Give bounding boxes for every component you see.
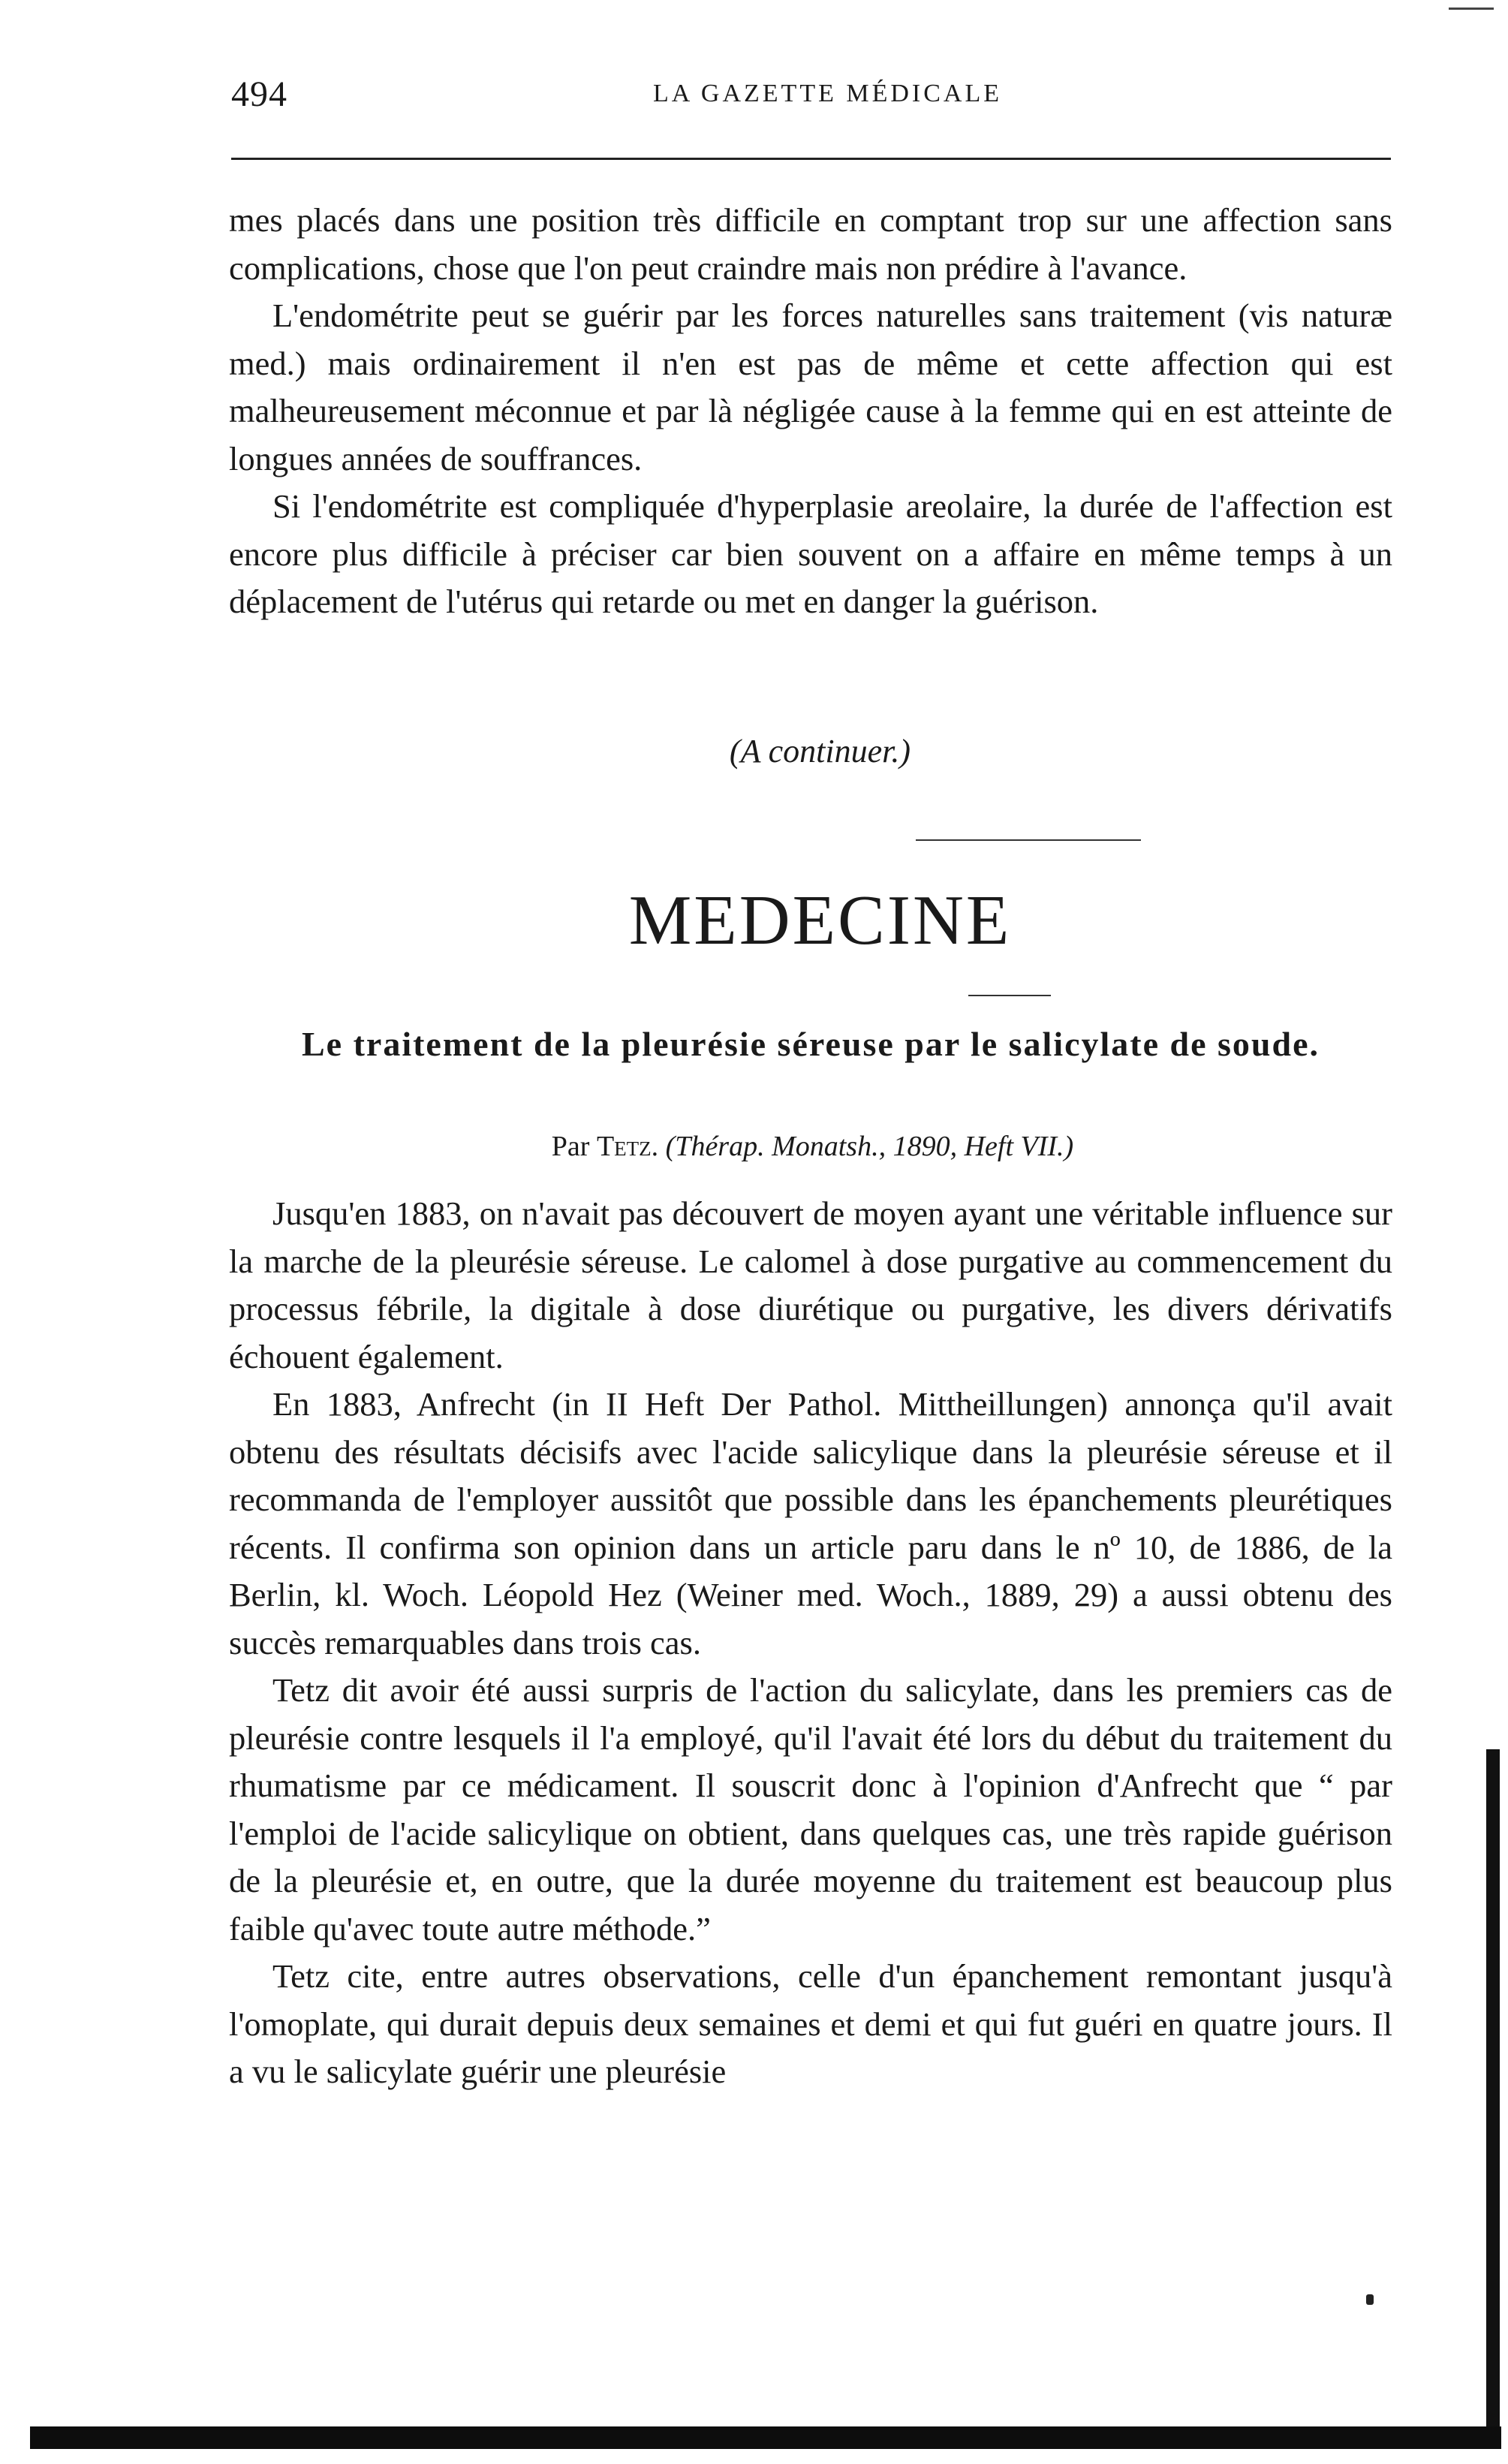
page bbox=[218, 0, 1392, 2464]
page-number: 494 bbox=[231, 74, 287, 114]
paragraph: mes placés dans une position très difficile en comptant trop sur une affection sans complications, chose que l'on peut craindre mais non prédire à l'avance. bbox=[229, 201, 1392, 287]
continuation-text bbox=[229, 197, 1392, 626]
running-head bbox=[218, 74, 1392, 119]
byline-prefix: Par bbox=[551, 1131, 590, 1162]
section-divider bbox=[916, 839, 1141, 841]
paragraph: Tetz cite, entre autres observations, celle d'un épanchement remontant jusqu'à l'omoplate, qui durait depuis deux semaines et demi et qui fut guéri en quatre jours. Il a vu le salicylate guérir une pleurésie bbox=[229, 1957, 1392, 2090]
paragraph: Si l'endométrite est compliquée d'hyperplasie areolaire, la durée de l'affection est encore plus difficile à préciser car bien souvent on a affaire en même temps à un déplacement de l'utérus qui retarde ou met en danger la guérison. bbox=[229, 487, 1392, 620]
article-title: Le traitement de la pleurésie séreuse par le salicylate de soude. bbox=[301, 1025, 1320, 1063]
journal-title: LA GAZETTE MÉDICALE bbox=[652, 80, 1003, 107]
paragraph: Tetz dit avoir été aussi surpris de l'action du salicylate, dans les premiers cas de pleurésie contre lesquels il l'a employé, qu'il l'avait été lors du début du traitement du rhumatisme par ce médicament. Il souscrit donc à l'opinion d'Anfrecht que “ par l'emploi de l'acide salicylique on obtient, dans quelques cas, une très rapide guérison de la pleurésie et, en outre, que la durée moyenne du traitement est beaucoup plus faible qu'avec toute autre méthode.” bbox=[229, 1671, 1392, 1947]
scan-dot bbox=[1366, 2294, 1374, 2305]
byline bbox=[218, 1130, 1392, 1163]
section-title: MEDECINE bbox=[628, 881, 1012, 959]
article-body bbox=[229, 1190, 1392, 2096]
to-be-continued: (A continuer.) bbox=[729, 733, 911, 770]
paragraph: Jusqu'en 1883, on n'avait pas découvert de moyen ayant une véritable influence sur la marche de la pleurésie séreuse. Le calomel à dose purgative au commencement du processus fébrile, la digitale à dose diurétique ou purgative, les divers dérivatifs échouent également. bbox=[229, 1194, 1392, 1375]
paragraph: L'endométrite peut se guérir par les forces naturelles sans traitement (vis naturæ med.) mais ordinairement il n'en est pas de même et cette affection qui est malheureusement méconnue et par là négligée cause à la femme qui en est atteinte de longues années de souffrances. bbox=[229, 297, 1392, 477]
author: Tetz. bbox=[596, 1131, 659, 1162]
section-title-rule bbox=[968, 995, 1051, 996]
paragraph: En 1883, Anfrecht (in II Heft Der Pathol. Mittheillungen) annonça qu'il avait obtenu des résultats décisifs avec l'acide salicylique dans la pleurésie séreuse et il recommanda de l'employer aussitôt que possible dans les épanchements pleurétiques récents. Il confirma son opinion dans un article paru dans le nº 10, de 1886, de la Berlin, kl. Woch. Léopold Hez (Weiner med. Woch., 1889, 29) a aussi obtenu des succès remarquables dans trois cas. bbox=[229, 1385, 1392, 1661]
scan-corner-mark bbox=[1449, 8, 1494, 10]
header-rule bbox=[231, 158, 1391, 160]
citation: (Thérap. Monatsh., 1890, Heft VII.) bbox=[665, 1131, 1074, 1162]
scan-bottom-bar bbox=[30, 2426, 1501, 2449]
scan-edge-shadow bbox=[1486, 1749, 1500, 2432]
